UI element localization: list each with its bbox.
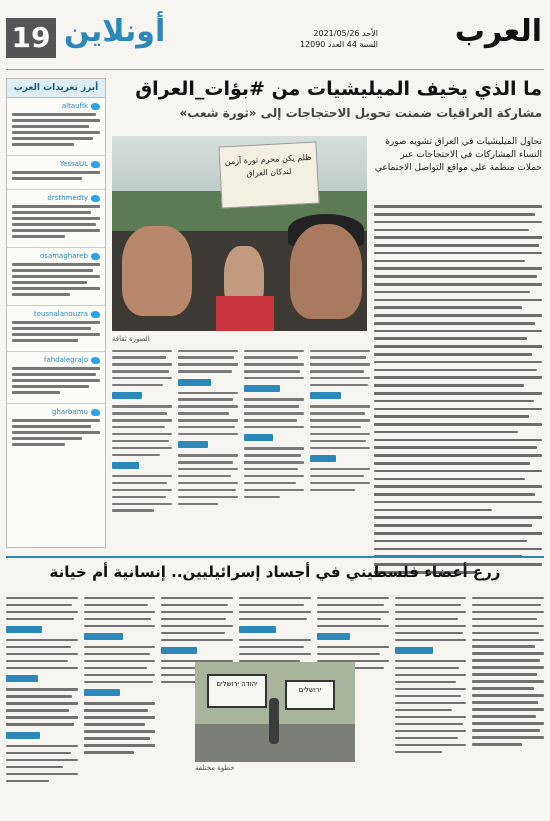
tweet-handle: fahdalegrajo bbox=[43, 356, 88, 364]
tweet-item bbox=[7, 352, 105, 404]
article-body-column bbox=[374, 200, 542, 545]
masthead bbox=[6, 8, 544, 70]
tweet-item bbox=[7, 306, 105, 352]
tweet-handle: gharbamu bbox=[51, 408, 88, 416]
main-subheadline: مشاركة العراقيات ضمنت تحويل الاحتجاجات إلى «ثورة شعب» bbox=[179, 106, 542, 120]
issue-date: الأحد 2021/05/26 bbox=[313, 29, 378, 38]
issue-number: السنة 44 العدد 12090 bbox=[299, 40, 378, 49]
photo-caption: الصورة ثقافة bbox=[112, 335, 150, 343]
twitter-icon bbox=[91, 195, 100, 202]
twitter-icon bbox=[91, 357, 100, 364]
page-number: 19 bbox=[6, 18, 56, 58]
article-intro: تحاول الميليشيات في العراق تشويه صورة النساء المشاركات في الاحتجاجات عبر حملات منظمة على مواقع التواصل الاجتماعي bbox=[374, 137, 542, 173]
tweets-sidebar bbox=[6, 78, 106, 548]
section-title: أونلاين bbox=[64, 14, 166, 49]
tweet-handle: YessaUL bbox=[59, 160, 88, 168]
tweet-item bbox=[7, 190, 105, 248]
section-divider bbox=[6, 556, 544, 558]
tweet-item bbox=[7, 248, 105, 306]
twitter-icon bbox=[91, 103, 100, 110]
tweet-item bbox=[7, 156, 105, 190]
tweet-item bbox=[7, 404, 105, 455]
photo-caption: خطوة مختلفة bbox=[195, 764, 235, 772]
main-article-header bbox=[112, 78, 542, 128]
text-column bbox=[178, 345, 238, 545]
second-headline: زرع أعضاء فلسطيني في أجساد إسرائيليين.. إنسانية أم خيانة bbox=[49, 563, 501, 581]
road-signs-photo bbox=[195, 662, 355, 762]
twitter-icon bbox=[91, 311, 100, 318]
tweet-handle: tousnalanouzra bbox=[33, 310, 88, 318]
tweets-grid bbox=[112, 345, 370, 545]
person-figure bbox=[269, 698, 279, 744]
twitter-icon bbox=[91, 253, 100, 260]
protest-sign: ظلم يكن محرم ثورة آزمن لندكان العراق bbox=[218, 141, 319, 208]
protest-photo bbox=[112, 136, 367, 331]
twitter-icon bbox=[91, 409, 100, 416]
text-column bbox=[244, 345, 304, 545]
sidebar-title: أبرز تغريدات العرب bbox=[7, 79, 105, 98]
main-headline: ما الذي يخيف الميليشيات من #بؤات_العراق bbox=[135, 78, 542, 100]
tweet-handle: drsthmedty bbox=[47, 194, 88, 202]
text-column bbox=[112, 345, 172, 545]
newspaper-logo: العرب bbox=[454, 14, 542, 49]
tweet-handle: altaufik bbox=[61, 102, 88, 110]
issue-info bbox=[296, 28, 378, 50]
road-sign: יהודה ירושלים bbox=[207, 674, 267, 708]
tweet-handle: osamaghareb bbox=[40, 252, 88, 260]
road-sign: ירושלים bbox=[285, 680, 335, 710]
twitter-icon bbox=[91, 161, 100, 168]
tweet-item bbox=[7, 98, 105, 156]
text-column bbox=[310, 345, 370, 545]
